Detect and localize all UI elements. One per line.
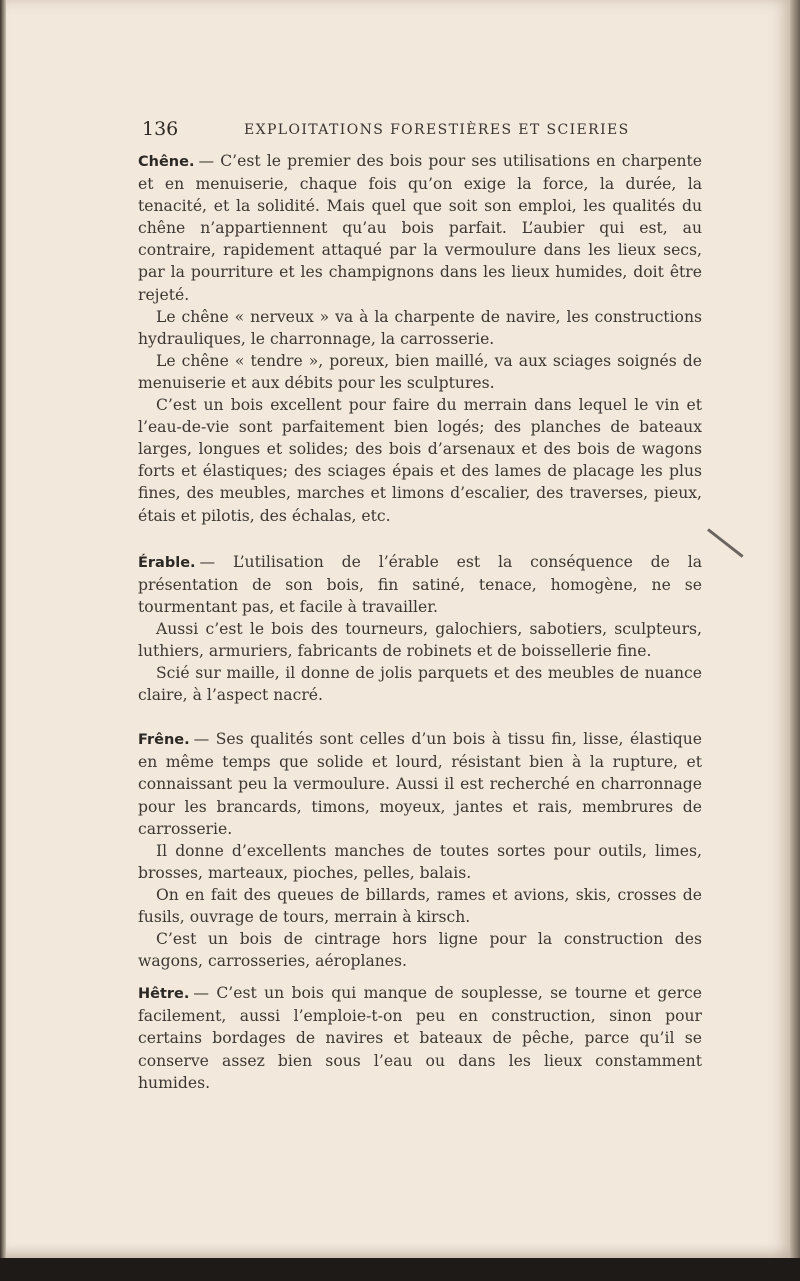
paragraph-text: — C’est le premier des bois pour ses utilisations en charpente et en menuiserie, chaque fois qu’on exige la force, la durée, la tenacité, et la solidité. Mais quel que soit son emploi, les qualités du chêne n’appartiennent qu’au bois parfait. L’aubier qui est, au contraire, rapidement attaqué par la vermoulure dans les lieux secs, par la pourriture et les champignons dans les lieux humides, doit être rejeté. xyxy=(138,152,702,304)
paragraph-text: — C’est un bois qui manque de souplesse, se tourne et gerce facilement, aussi l’emploie-t-on peu en construction, sinon pour certains bordages de navires et bateaux de pêche, parce qu’il se conserve assez bien sous l’eau ou dans les lieux constamment humides. xyxy=(138,984,702,1092)
paragraph: Il donne d’excellents manches de toutes sortes pour outils, limes, brosses, marteaux, pioches, pelles, balais. xyxy=(138,841,702,882)
page-header xyxy=(142,118,702,148)
page-gutter-shadow xyxy=(0,0,6,1258)
pencil-mark xyxy=(707,528,744,557)
section-spacer xyxy=(138,706,702,728)
section-term: Frêne. xyxy=(138,732,190,749)
paragraph: Le chêne « nerveux » va à la charpente de navire, les constructions hydrauliques, le charronnage, la carrosserie. xyxy=(138,307,702,348)
section-erable xyxy=(138,551,702,707)
running-title: EXPLOITATIONS FORESTIÈRES ET SCIERIES xyxy=(244,122,630,138)
paragraph-text: — Ses qualités sont celles d’un bois à tissu fin, lisse, élastique en même temps que solide et lourd, résistant bien à la rupture, et connaissant peu la vermoulure. Aussi il est recherché en charronnage pour les brancards, timons, moyeux, jantes et rais, membrures de carrosserie. xyxy=(138,730,702,838)
page-edge-shadow xyxy=(790,0,800,1258)
paragraph xyxy=(138,728,702,839)
section-term: Chêne. xyxy=(138,154,195,170)
section-frene xyxy=(138,728,702,972)
paragraph: C’est un bois excellent pour faire du merrain dans lequel le vin et l’eau-de-vie sont parfaitement bien logés; des planches de bateaux larges, longues et solides; des bois d’arsenaux et des bois de wagons forts et élastiques; des sciages épais et des lames de placage les plus fines, des meubles, marches et limons d’escalier, des traverses, pieux, étais et pilotis, des échalas, etc. xyxy=(138,396,702,525)
paragraph xyxy=(138,982,702,1093)
paragraph: Le chêne « tendre », poreux, bien maillé, va aux sciages soignés de menuiserie et aux débits pour les sculptures. xyxy=(138,351,702,392)
paragraph: Scié sur maille, il donne de jolis parquets et des meubles de nuance claire, à l’aspect nacré. xyxy=(138,664,702,705)
section-chene xyxy=(138,150,702,527)
section-term: Érable. xyxy=(138,554,196,571)
paragraph-text: — L’utilisation de l’érable est la conséquence de la présentation de son bois, fin satiné, tenace, homogène, ne se tourmentant pas, et facile à travailler. xyxy=(138,552,702,616)
paragraph: On en fait des queues de billards, rames et avions, skis, crosses de fusils, ouvrage de tours, merrain à kirsch. xyxy=(138,885,702,926)
paragraph xyxy=(138,551,702,618)
paragraph: C’est un bois de cintrage hors ligne pour la construction des wagons, carrosseries, aéroplanes. xyxy=(138,930,702,971)
page-number: 136 xyxy=(142,118,179,140)
section-term: Hêtre. xyxy=(138,986,190,1003)
paragraph: Aussi c’est le bois des tourneurs, galochiers, sabotiers, sculpteurs, luthiers, armuriers, fabricants de robinets et de boissellerie fine. xyxy=(138,619,702,660)
section-spacer xyxy=(138,527,702,551)
scan-background-strip xyxy=(0,1258,800,1281)
section-hetre xyxy=(138,982,702,1093)
section-spacer xyxy=(138,972,702,982)
paragraph xyxy=(138,150,702,306)
body-text xyxy=(138,150,702,1094)
